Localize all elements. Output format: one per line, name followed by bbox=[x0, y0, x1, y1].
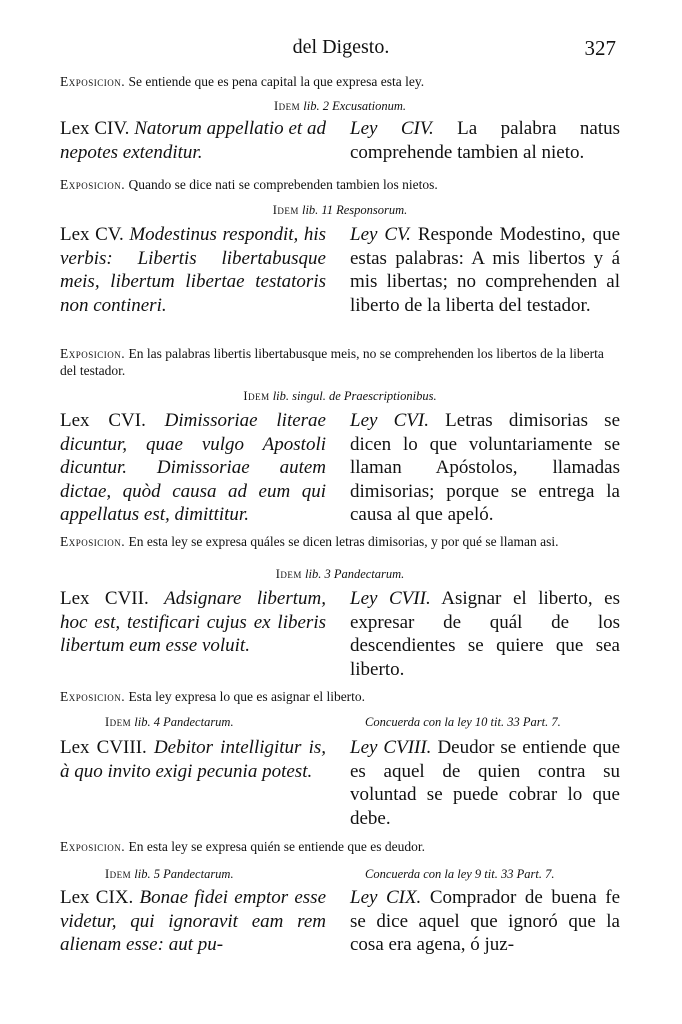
source-line-cvi bbox=[60, 388, 620, 404]
exposicion-text: Se entiende que es pena capital la que expresa esta ley. bbox=[128, 74, 425, 89]
exposicion-label: Exposicion. bbox=[60, 534, 126, 549]
exposicion-text: Quando se dice nati se comprebenden tambien los nietos. bbox=[128, 177, 438, 192]
page-header bbox=[0, 36, 682, 66]
spanish-law-number: Ley CVI. bbox=[350, 410, 429, 431]
spanish-column bbox=[350, 587, 620, 681]
spanish-law-text: La palabra natus comprehende tambien al nieto. bbox=[350, 118, 621, 163]
exposicion-label: Exposicion. bbox=[60, 346, 126, 361]
exposicion-civ bbox=[60, 176, 620, 193]
latin-law-number: Lex CVIII. bbox=[60, 737, 147, 758]
spanish-law-text: Letras dimisorias se dicen lo que voluntariamente se llaman Apóstolos, llamadas dimisorias; porque se entrega la causa al que apeló. bbox=[350, 410, 621, 525]
spanish-law-number: Ley CV. bbox=[350, 224, 411, 245]
exposicion-cvii bbox=[60, 688, 620, 705]
source-reference: lib. 4 Pandectarum. bbox=[134, 715, 234, 729]
exposicion-label: Exposicion. bbox=[60, 839, 126, 854]
idem-label: Idem bbox=[105, 867, 132, 881]
idem-label: Idem bbox=[243, 389, 270, 403]
source-left bbox=[60, 866, 345, 882]
source-left bbox=[60, 714, 345, 730]
exposicion-label: Exposicion. bbox=[60, 689, 126, 704]
law-cix bbox=[60, 886, 620, 957]
source-line-cix bbox=[60, 866, 620, 882]
exposicion-text: En las palabras libertis libertabusque meis, no se comprehenden los libertos de la liberta del testador. bbox=[60, 346, 604, 378]
latin-law-text: Debitor intelligitur is, à quo invito exigi pecunia potest. bbox=[60, 737, 327, 782]
spanish-column bbox=[350, 409, 620, 527]
latin-column bbox=[60, 736, 326, 830]
spanish-law-number: Ley CVIII. bbox=[350, 737, 432, 758]
latin-law-text: Adsignare libertum, hoc est, testificari cujus ex liberis libertum eum esse voluit. bbox=[60, 588, 326, 656]
running-title: del Digesto. bbox=[292, 36, 390, 58]
exposicion-text: Esta ley expresa lo que es asignar el liberto. bbox=[128, 689, 366, 704]
source-reference: lib. 2 Excusationum. bbox=[303, 99, 407, 113]
law-cvii bbox=[60, 587, 620, 681]
latin-column bbox=[60, 117, 326, 164]
latin-law-text: Natorum appellatio et ad nepotes extenditur. bbox=[60, 118, 327, 163]
page-number: 327 bbox=[584, 36, 616, 60]
idem-label: Idem bbox=[272, 203, 299, 217]
source-reference: lib. 5 Pandectarum. bbox=[134, 867, 234, 881]
idem-label: Idem bbox=[275, 567, 302, 581]
exposicion-label: Exposicion. bbox=[60, 177, 126, 192]
latin-law-text: Modestinus respondit, his verbis: Libertis libertabusque meis, libertum libertae testatoris non contineri. bbox=[60, 224, 327, 316]
concordance-note: Concuerda con la ley 10 tit. 33 Part. 7. bbox=[365, 715, 561, 729]
law-cvi bbox=[60, 409, 620, 527]
source-line-cvii bbox=[60, 566, 620, 582]
latin-column bbox=[60, 223, 326, 317]
latin-column bbox=[60, 409, 326, 527]
exposicion-text: En esta ley se expresa quién se entiende que es deudor. bbox=[128, 839, 426, 854]
spanish-column bbox=[350, 736, 620, 830]
latin-law-number: Lex CIV. bbox=[60, 118, 130, 139]
spanish-law-text: Asignar el liberto, es expresar de quál de los descendientes se quiere que sea liberto. bbox=[350, 588, 620, 680]
spanish-column bbox=[350, 223, 620, 317]
source-line-cviii bbox=[60, 714, 620, 730]
exposicion-label: Exposicion. bbox=[60, 74, 126, 89]
spanish-law-number: Ley CVII. bbox=[350, 588, 431, 609]
exposicion-cv bbox=[60, 345, 620, 379]
latin-column bbox=[60, 886, 326, 957]
spanish-law-number: Ley CIV. bbox=[350, 118, 434, 139]
spanish-law-number: Ley CIX. bbox=[350, 887, 422, 908]
exposicion-text: En esta ley se expresa quáles se dicen letras dimisorias, y por qué se llaman asi. bbox=[128, 534, 559, 549]
latin-law-number: Lex CV. bbox=[60, 224, 124, 245]
latin-law-text: Bonae fidei emptor esse videtur, qui ignoravit eam rem alienam esse: aut pu- bbox=[60, 887, 327, 955]
spanish-law-text: Comprador de buena fe se dice aquel que ignoró que la cosa era agena, ó juz- bbox=[350, 887, 620, 955]
idem-label: Idem bbox=[105, 715, 132, 729]
source-line-civ bbox=[60, 98, 620, 114]
spanish-law-text: Responde Modestino, que estas palabras: A mis libertos y á mis libertas; no comprehenden al liberto de la liberta del testador. bbox=[350, 224, 621, 316]
source-reference: lib. singul. de Praescriptionibus. bbox=[272, 389, 437, 403]
law-cviii bbox=[60, 736, 620, 830]
exposicion-0 bbox=[60, 73, 620, 90]
latin-law-number: Lex CVII. bbox=[60, 588, 149, 609]
source-reference: lib. 3 Pandectarum. bbox=[305, 567, 405, 581]
spanish-column bbox=[350, 117, 620, 164]
source-reference: lib. 11 Responsorum. bbox=[301, 203, 408, 217]
latin-column bbox=[60, 587, 326, 681]
law-civ bbox=[60, 117, 620, 164]
latin-law-number: Lex CIX. bbox=[60, 887, 134, 908]
latin-law-number: Lex CVI. bbox=[60, 410, 146, 431]
concordance-note: Concuerda con la ley 9 tit. 33 Part. 7. bbox=[365, 867, 555, 881]
exposicion-cviii bbox=[60, 838, 620, 855]
law-cv bbox=[60, 223, 620, 317]
exposicion-cvi bbox=[60, 533, 620, 550]
latin-law-text: Dimissoriae literae dicuntur, quae vulgo Apostoli dicuntur. Dimissoriae autem dictae, quòd causa ad eum qui appellatus est, dimittitur. bbox=[60, 410, 326, 525]
idem-label: Idem bbox=[273, 99, 301, 113]
spanish-column bbox=[350, 886, 620, 957]
spanish-law-text: Deudor se entiende que es aquel de quien contra su voluntad se puede cobrar lo que debe. bbox=[350, 737, 620, 829]
source-line-cv bbox=[60, 202, 620, 218]
